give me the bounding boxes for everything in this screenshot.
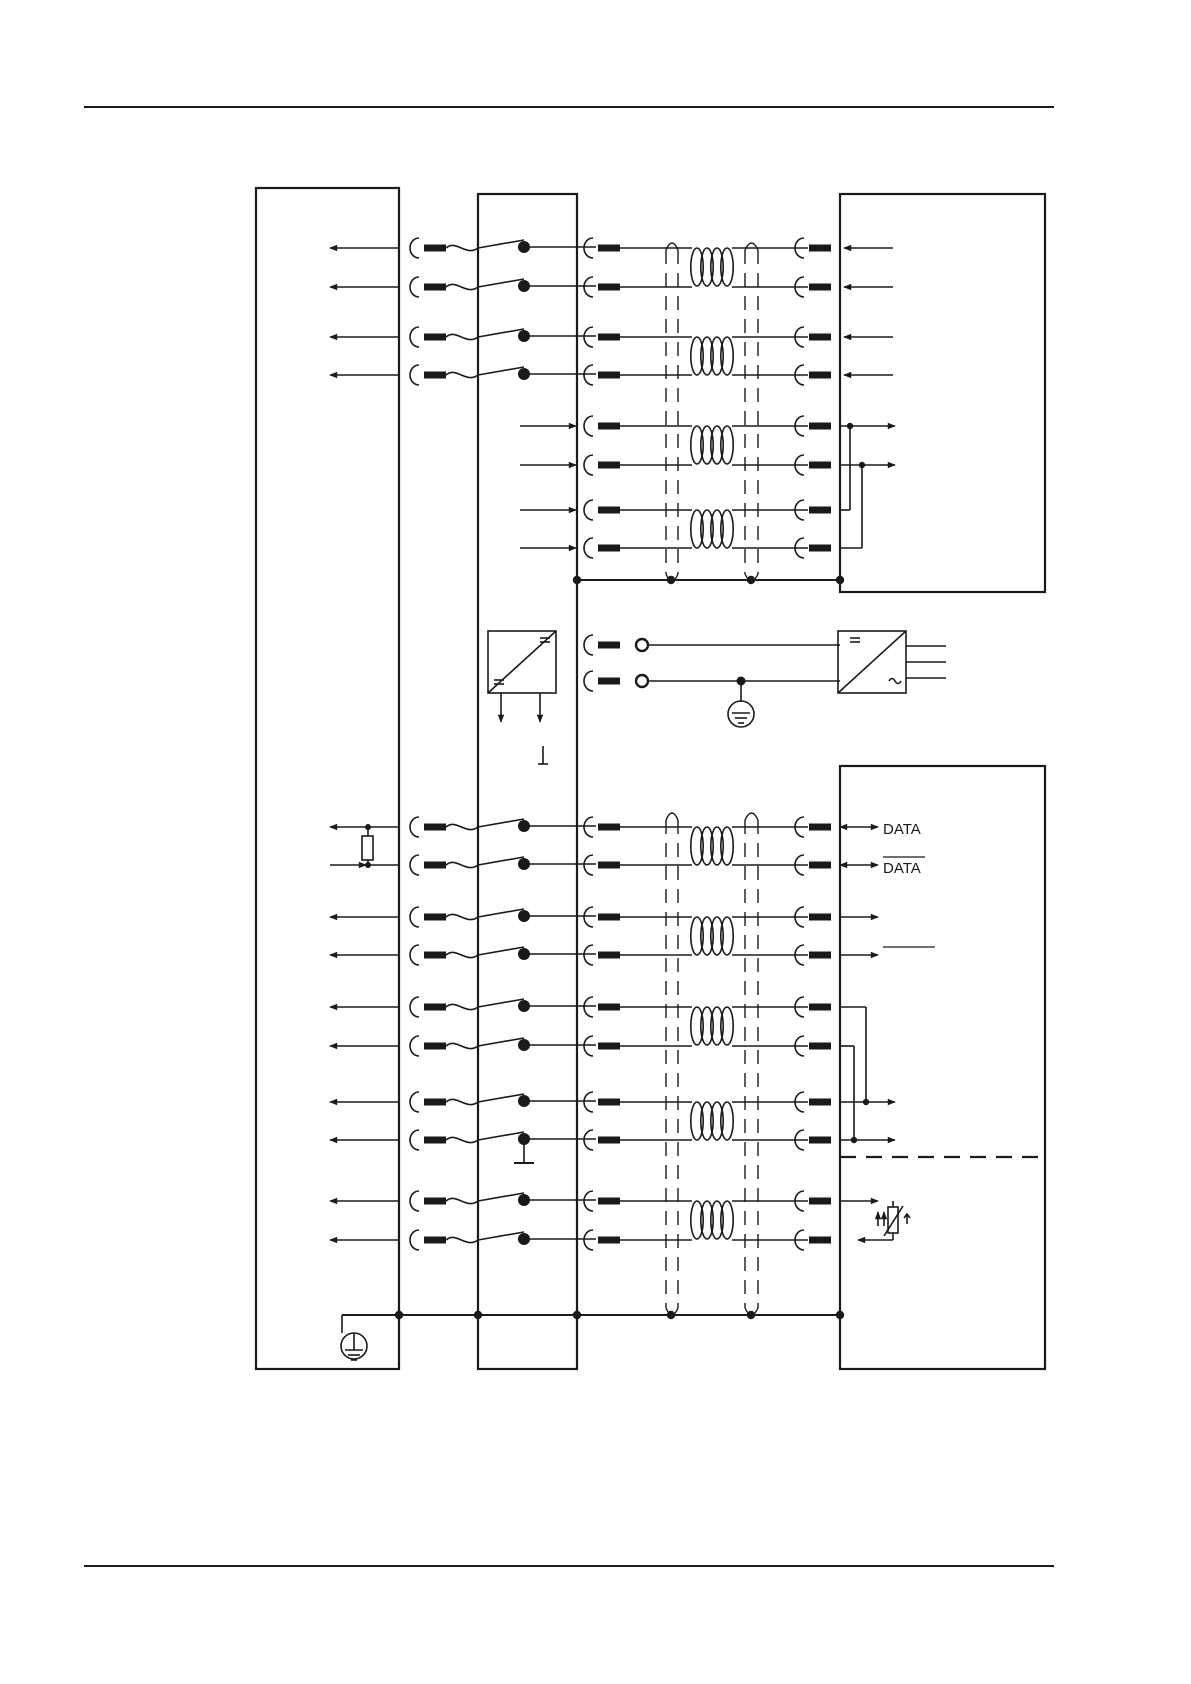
twisted-pair-icon [691,917,733,955]
protective-earth-icon [341,1333,367,1360]
twisted-pair-icon [691,827,733,865]
switch-lever [478,1232,524,1240]
twisted-pair-icon [691,1201,733,1239]
junction-dot [573,1311,581,1319]
switch-lever [478,999,524,1007]
terminal-ring [636,675,648,687]
junction-dot [863,1099,869,1105]
switch-lever [478,909,524,917]
thermistor-icon [840,1201,910,1240]
switch-lever [478,240,524,248]
cable-jog [446,284,478,289]
cable-jog [446,824,478,829]
switch-lever [478,857,524,865]
cable-jog [446,1043,478,1048]
connector-plug-icon [584,907,620,927]
connector-plug-icon [584,1036,620,1056]
connector-plug-icon [584,538,620,558]
switch-lever [478,1038,524,1046]
connector-plug-icon [410,1092,446,1112]
switch-lever [478,819,524,827]
ac-dc-converter-icon [838,631,946,693]
cable-jog [446,952,478,957]
junction-dot [851,1137,857,1143]
switch-lever [478,1094,524,1102]
right-upper-block [840,194,1045,592]
twisted-pair-icon [691,1007,733,1045]
cable-jog [446,1137,478,1142]
twisted-pair-icon [691,426,733,464]
connector-plug-icon [584,365,620,385]
connector-plug-icon [584,1092,620,1112]
connector-plug-icon [410,327,446,347]
cable-shield [745,243,758,581]
ground-icon [728,701,754,727]
connector-plug-icon [584,1130,620,1150]
connector-plug-icon [584,1191,620,1211]
data-label: DATA [883,821,921,838]
connector-plug-icon [584,1230,620,1250]
connector-plug-icon [584,327,620,347]
connector-plug-icon [410,945,446,965]
switch-lever [478,947,524,955]
connector-plug-icon [410,365,446,385]
connector-plug-icon [410,1230,446,1250]
connector-plug-icon [410,238,446,258]
connector-plug-icon [584,635,620,655]
data-inverted-label: DATA [883,860,921,877]
connector-plug-icon [584,277,620,297]
connector-plug-icon [584,997,620,1017]
cable-jog [446,1237,478,1242]
junction-dot [573,576,581,584]
twisted-pair-icon [691,510,733,548]
dc-converter-icon [488,631,556,764]
connector-plug-icon [584,945,620,965]
connector-plug-icon [584,238,620,258]
twisted-pair-icon [691,248,733,286]
switch-lever [478,279,524,287]
connector-plug-icon [584,855,620,875]
connector-plug-icon [584,455,620,475]
right-lower-block [840,766,1045,1369]
connector-plug-icon [410,907,446,927]
junction-dot [395,1311,403,1319]
terminal-ring [636,639,648,651]
switch-lever [478,329,524,337]
cable-jog [446,1198,478,1203]
termination-resistor-icon [362,824,373,868]
junction-dot [836,576,844,584]
connector-plug-icon [410,1191,446,1211]
junction-dot [474,1311,482,1319]
cable-jog [446,372,478,377]
junction-dot [836,1311,844,1319]
connector-plug-icon [584,500,620,520]
connector-plug-icon [584,671,620,691]
connector-plug-icon [410,277,446,297]
cable-jog [446,245,478,250]
switch-lever [478,367,524,375]
connector-plug-icon [410,855,446,875]
cable-jog [446,862,478,867]
cable-jog [446,914,478,919]
cable-shield [666,243,678,581]
switch-lever [478,1193,524,1201]
switch-lever [478,1132,524,1140]
cable-jog [446,334,478,339]
left-block [256,188,399,1369]
junction-dot [859,462,865,468]
connector-plug-icon [584,817,620,837]
twisted-pair-icon [691,1102,733,1140]
cable-jog [446,1004,478,1009]
twisted-pair-icon [691,337,733,375]
connector-plug-icon [410,1036,446,1056]
connector-plug-icon [410,1130,446,1150]
connector-plug-icon [410,817,446,837]
junction-dot [365,824,371,830]
junction-dot [847,423,853,429]
connector-plug-icon [584,416,620,436]
connector-plug-icon [410,997,446,1017]
junction-dot [365,862,371,868]
cable-jog [446,1099,478,1104]
